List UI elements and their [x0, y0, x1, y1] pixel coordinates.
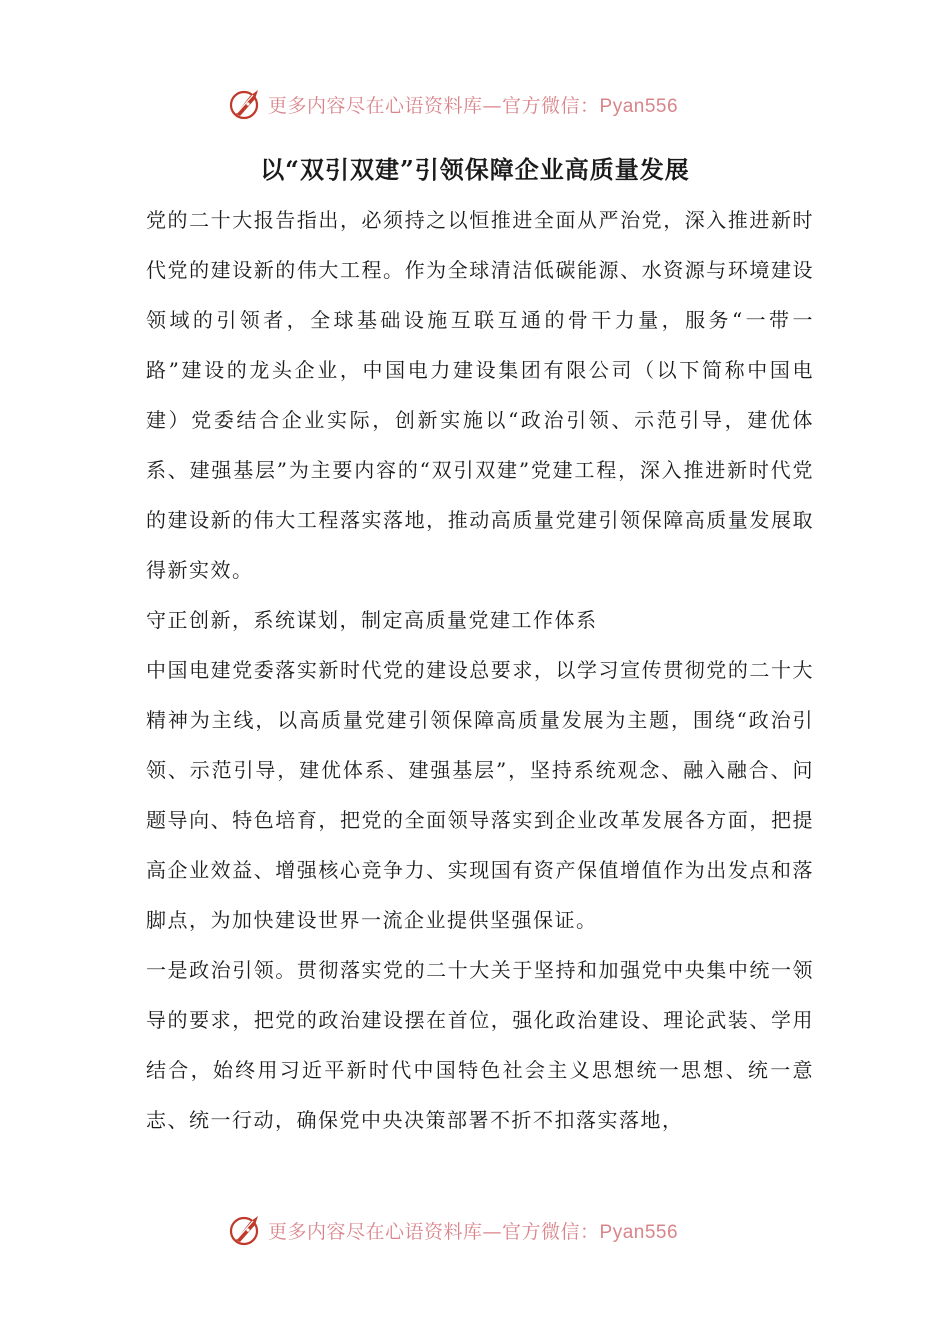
watermark-text: [268, 1217, 678, 1244]
paragraph-political-leadership: 一是政治引领。贯彻落实党的二十大关于坚持和加强党中央集中统一领导的要求，把党的政治建设摆在首位，强化政治建设、理论武装、学用结合，始终用习近平新时代中国特色社会主义思想统一思想、统一意志、统一行动，确保党中央决策部署不折不扣落实落地，: [146, 958, 814, 1132]
pen-nib-logo-icon: [228, 1212, 264, 1248]
watermark-banner-top: [228, 84, 748, 124]
watermark-wechat-id: Pyan556: [599, 95, 679, 117]
watermark-wechat-id: Pyan556: [599, 1221, 679, 1243]
watermark-text: [268, 91, 678, 118]
paragraph-intro: 党的二十大报告指出，必须持之以恒推进全面从严治党，深入推进新时代党的建设新的伟大工程。作为全球清洁低碳能源、水资源与环境建设领域的引领者，全球基础设施互联互通的骨干力量，服务“一带一路”建设的龙头企业，中国电力建设集团有限公司（以下简称中国电建）党委结合企业实际，创新实施以“政治引领、示范引导，建优体系、建强基层”为主要内容的“双引双建”党建工程，深入推进新时代党的建设新的伟大工程落实落地，推动高质量党建引领保障高质量发展取得新实效。: [146, 208, 814, 582]
paragraph-overview: 中国电建党委落实新时代党的建设总要求，以学习宣传贯彻党的二十大精神为主线，以高质量党建引领保障高质量发展为主题，围绕“政治引领、示范引导，建优体系、建强基层”，坚持系统观念、融入融合、问题导向、特色培育，把党的全面领导落实到企业改革发展各方面，把提高企业效益、增强核心竞争力、实现国有资产保值增值作为出发点和落脚点，为加快建设世界一流企业提供坚强保证。: [146, 658, 814, 932]
watermark-label: 更多内容尽在心语资料库—官方微信：: [268, 1220, 600, 1243]
section-heading: 守正创新，系统谋划，制定高质量党建工作体系: [146, 608, 598, 632]
watermark-banner-bottom: [228, 1210, 748, 1250]
document-body: [146, 195, 814, 1145]
pen-nib-logo-icon: [228, 86, 264, 122]
document-title: 以“双引双建”引领保障企业高质量发展: [260, 155, 690, 184]
watermark-label: 更多内容尽在心语资料库—官方微信：: [268, 94, 600, 117]
